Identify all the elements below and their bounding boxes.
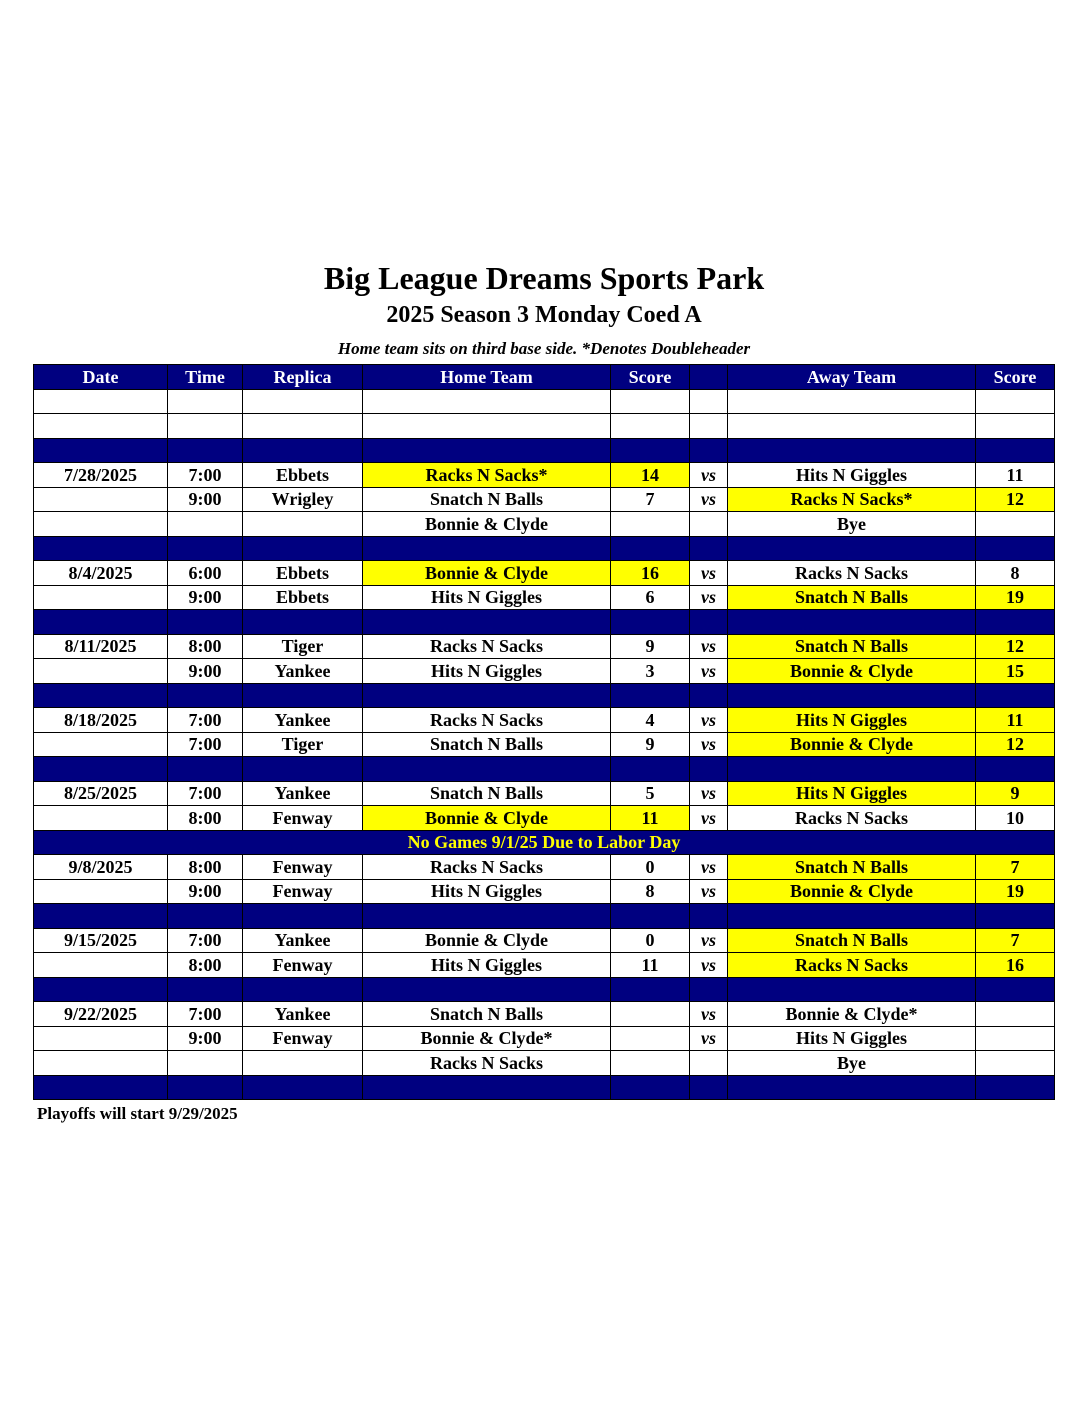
away-team-cell: Hits N Giggles (728, 1026, 976, 1051)
separator-cell (690, 438, 728, 463)
separator-row (34, 438, 1055, 463)
separator-cell (976, 536, 1055, 561)
away-team-cell (728, 389, 976, 414)
away-team-cell: Racks N Sacks* (728, 487, 976, 512)
date-cell: 9/8/2025 (34, 855, 168, 880)
time-cell: 7:00 (168, 1002, 243, 1027)
vs-cell: vs (690, 634, 728, 659)
separator-cell (976, 977, 1055, 1002)
schedule-table (33, 364, 1055, 1100)
separator-cell (728, 438, 976, 463)
separator-cell (728, 610, 976, 635)
vs-cell: vs (690, 561, 728, 586)
separator-cell (363, 536, 611, 561)
table-row (34, 781, 1055, 806)
vs-cell: vs (690, 1026, 728, 1051)
away-team-cell: Racks N Sacks (728, 953, 976, 978)
home-team-cell: Racks N Sacks (363, 1051, 611, 1076)
replica-cell: Fenway (243, 879, 363, 904)
time-cell: 8:00 (168, 806, 243, 831)
home-team-cell: Racks N Sacks (363, 855, 611, 880)
time-cell: 7:00 (168, 708, 243, 733)
vs-cell (690, 512, 728, 537)
away-score-cell: 7 (976, 855, 1055, 880)
separator-cell (976, 438, 1055, 463)
replica-cell: Fenway (243, 1026, 363, 1051)
separator-cell (611, 536, 690, 561)
date-cell (34, 487, 168, 512)
separator-cell (243, 904, 363, 929)
away-score-cell: 12 (976, 487, 1055, 512)
separator-cell (243, 1075, 363, 1100)
separator-cell (363, 977, 611, 1002)
away-team-cell: Snatch N Balls (728, 585, 976, 610)
table-row (34, 855, 1055, 880)
away-team-cell: Snatch N Balls (728, 855, 976, 880)
column-header-vs (690, 365, 728, 390)
column-header-replica: Replica (243, 365, 363, 390)
table-row (34, 512, 1055, 537)
vs-cell: vs (690, 855, 728, 880)
date-cell (34, 879, 168, 904)
time-cell: 9:00 (168, 659, 243, 684)
date-cell: 7/28/2025 (34, 463, 168, 488)
separator-row (34, 1075, 1055, 1100)
separator-cell (34, 757, 168, 782)
separator-cell (363, 438, 611, 463)
home-team-cell: Bonnie & Clyde (363, 512, 611, 537)
separator-cell (168, 757, 243, 782)
schedule-note: Home team sits on third base side. *Denotes Doubleheader (337, 339, 751, 358)
date-cell: 8/11/2025 (34, 634, 168, 659)
separator-cell (243, 610, 363, 635)
separator-row (34, 904, 1055, 929)
table-row (34, 1051, 1055, 1076)
away-team-cell (728, 414, 976, 439)
date-cell: 9/15/2025 (34, 928, 168, 953)
separator-cell (611, 904, 690, 929)
away-team-cell: Hits N Giggles (728, 463, 976, 488)
home-team-cell: Hits N Giggles (363, 585, 611, 610)
separator-cell (690, 1075, 728, 1100)
separator-cell (611, 610, 690, 635)
home-score-cell: 14 (611, 463, 690, 488)
vs-cell: vs (690, 953, 728, 978)
time-cell (168, 389, 243, 414)
separator-cell (611, 1075, 690, 1100)
away-score-cell: 15 (976, 659, 1055, 684)
away-team-cell: Bye (728, 512, 976, 537)
vs-cell: vs (690, 1002, 728, 1027)
replica-cell (243, 389, 363, 414)
replica-cell (243, 512, 363, 537)
table-row (34, 708, 1055, 733)
time-cell: 7:00 (168, 928, 243, 953)
time-cell (168, 414, 243, 439)
separator-cell (34, 610, 168, 635)
table-row (34, 928, 1055, 953)
separator-cell (728, 536, 976, 561)
replica-cell: Tiger (243, 634, 363, 659)
home-score-cell (611, 1051, 690, 1076)
time-cell: 9:00 (168, 1026, 243, 1051)
time-cell: 9:00 (168, 585, 243, 610)
replica-cell: Yankee (243, 928, 363, 953)
time-cell (168, 1051, 243, 1076)
separator-cell (728, 904, 976, 929)
separator-cell (34, 977, 168, 1002)
away-score-cell: 16 (976, 953, 1055, 978)
date-cell: 9/22/2025 (34, 1002, 168, 1027)
column-header-home-score: Score (611, 365, 690, 390)
vs-cell: vs (690, 708, 728, 733)
replica-cell (243, 414, 363, 439)
separator-row (34, 757, 1055, 782)
date-cell (34, 389, 168, 414)
separator-cell (168, 977, 243, 1002)
away-team-cell: Snatch N Balls (728, 634, 976, 659)
away-team-cell: Snatch N Balls (728, 928, 976, 953)
vs-cell: vs (690, 463, 728, 488)
table-row (34, 1002, 1055, 1027)
separator-cell (243, 683, 363, 708)
separator-cell (363, 904, 611, 929)
vs-cell: vs (690, 879, 728, 904)
away-score-cell (976, 1002, 1055, 1027)
separator-cell (34, 536, 168, 561)
time-cell: 7:00 (168, 732, 243, 757)
away-team-cell: Hits N Giggles (728, 781, 976, 806)
time-cell: 7:00 (168, 781, 243, 806)
vs-cell: vs (690, 781, 728, 806)
away-score-cell (976, 1026, 1055, 1051)
date-cell: 8/4/2025 (34, 561, 168, 586)
away-score-cell: 8 (976, 561, 1055, 586)
separator-cell (976, 1075, 1055, 1100)
vs-cell: vs (690, 806, 728, 831)
home-score-cell (611, 414, 690, 439)
table-row (34, 806, 1055, 831)
date-cell (34, 806, 168, 831)
table-row (34, 659, 1055, 684)
home-team-cell: Bonnie & Clyde (363, 806, 611, 831)
time-cell: 9:00 (168, 879, 243, 904)
replica-cell: Ebbets (243, 463, 363, 488)
replica-cell: Ebbets (243, 585, 363, 610)
vs-cell (690, 389, 728, 414)
separator-cell (976, 610, 1055, 635)
date-cell (34, 1051, 168, 1076)
away-score-cell: 19 (976, 585, 1055, 610)
date-cell: 8/18/2025 (34, 708, 168, 733)
separator-cell (34, 904, 168, 929)
home-score-cell: 9 (611, 732, 690, 757)
separator-cell (363, 757, 611, 782)
time-cell: 8:00 (168, 634, 243, 659)
time-cell: 8:00 (168, 953, 243, 978)
home-team-cell: Bonnie & Clyde (363, 561, 611, 586)
away-team-cell: Bonnie & Clyde (728, 732, 976, 757)
playoffs-note: Playoffs will start 9/29/2025 (37, 1104, 238, 1123)
replica-cell: Ebbets (243, 561, 363, 586)
home-score-cell (611, 1026, 690, 1051)
home-team-cell: Hits N Giggles (363, 659, 611, 684)
separator-cell (690, 683, 728, 708)
separator-cell (690, 904, 728, 929)
home-team-cell: Snatch N Balls (363, 1002, 611, 1027)
vs-cell: vs (690, 928, 728, 953)
column-header-away-score: Score (976, 365, 1055, 390)
separator-cell (728, 1075, 976, 1100)
time-cell: 6:00 (168, 561, 243, 586)
replica-cell: Tiger (243, 732, 363, 757)
separator-cell (728, 683, 976, 708)
separator-row (34, 536, 1055, 561)
separator-cell (243, 977, 363, 1002)
replica-cell: Yankee (243, 1002, 363, 1027)
table-row (34, 561, 1055, 586)
time-cell: 8:00 (168, 855, 243, 880)
home-team-cell: Snatch N Balls (363, 781, 611, 806)
time-cell (168, 512, 243, 537)
table-row (34, 585, 1055, 610)
separator-cell (168, 610, 243, 635)
away-score-cell: 11 (976, 463, 1055, 488)
time-cell: 7:00 (168, 463, 243, 488)
replica-cell: Fenway (243, 806, 363, 831)
replica-cell: Wrigley (243, 487, 363, 512)
home-score-cell: 7 (611, 487, 690, 512)
home-score-cell: 3 (611, 659, 690, 684)
home-score-cell (611, 1002, 690, 1027)
replica-cell: Yankee (243, 781, 363, 806)
date-cell (34, 1026, 168, 1051)
away-score-cell: 9 (976, 781, 1055, 806)
column-header-date: Date (34, 365, 168, 390)
separator-cell (363, 683, 611, 708)
column-header-home-team: Home Team (363, 365, 611, 390)
separator-cell (690, 977, 728, 1002)
home-score-cell: 5 (611, 781, 690, 806)
separator-cell (243, 438, 363, 463)
replica-cell: Yankee (243, 708, 363, 733)
header-row (34, 365, 1055, 390)
separator-row (34, 977, 1055, 1002)
separator-cell (611, 438, 690, 463)
table-row (34, 487, 1055, 512)
date-cell (34, 953, 168, 978)
home-score-cell: 9 (611, 634, 690, 659)
page-title: Big League Dreams Sports Park (323, 260, 765, 296)
away-team-cell: Bye (728, 1051, 976, 1076)
home-score-cell: 8 (611, 879, 690, 904)
home-team-cell: Snatch N Balls (363, 732, 611, 757)
table-row (34, 732, 1055, 757)
schedule-body (34, 389, 1055, 1100)
home-score-cell: 4 (611, 708, 690, 733)
vs-cell: vs (690, 585, 728, 610)
table-row (34, 389, 1055, 414)
table-row (34, 879, 1055, 904)
separator-cell (168, 904, 243, 929)
home-team-cell: Hits N Giggles (363, 953, 611, 978)
away-team-cell: Bonnie & Clyde* (728, 1002, 976, 1027)
separator-cell (34, 1075, 168, 1100)
home-score-cell: 0 (611, 928, 690, 953)
date-cell (34, 512, 168, 537)
away-score-cell (976, 1051, 1055, 1076)
vs-cell: vs (690, 732, 728, 757)
separator-cell (34, 438, 168, 463)
home-score-cell: 11 (611, 953, 690, 978)
away-score-cell: 19 (976, 879, 1055, 904)
away-score-cell: 12 (976, 732, 1055, 757)
replica-cell (243, 1051, 363, 1076)
home-team-cell: Racks N Sacks* (363, 463, 611, 488)
home-team-cell (363, 389, 611, 414)
home-team-cell: Snatch N Balls (363, 487, 611, 512)
date-cell (34, 414, 168, 439)
date-cell: 8/25/2025 (34, 781, 168, 806)
home-team-cell: Bonnie & Clyde (363, 928, 611, 953)
vs-cell (690, 1051, 728, 1076)
home-team-cell: Hits N Giggles (363, 879, 611, 904)
away-team-cell: Racks N Sacks (728, 806, 976, 831)
home-team-cell (363, 414, 611, 439)
page-subtitle: 2025 Season 3 Monday Coed A (386, 302, 702, 328)
table-row (34, 414, 1055, 439)
table-row (34, 953, 1055, 978)
table-row (34, 463, 1055, 488)
away-team-cell: Bonnie & Clyde (728, 879, 976, 904)
separator-cell (728, 977, 976, 1002)
home-team-cell: Bonnie & Clyde* (363, 1026, 611, 1051)
separator-cell (976, 757, 1055, 782)
home-score-cell: 6 (611, 585, 690, 610)
replica-cell: Fenway (243, 953, 363, 978)
separator-cell (34, 683, 168, 708)
column-header-time: Time (168, 365, 243, 390)
date-cell (34, 585, 168, 610)
column-header-away-team: Away Team (728, 365, 976, 390)
vs-cell: vs (690, 659, 728, 684)
table-row (34, 634, 1055, 659)
separator-cell (168, 683, 243, 708)
separator-cell (168, 536, 243, 561)
away-team-cell: Hits N Giggles (728, 708, 976, 733)
home-score-cell: 11 (611, 806, 690, 831)
separator-cell (728, 757, 976, 782)
vs-cell (690, 414, 728, 439)
date-cell (34, 732, 168, 757)
separator-cell (243, 757, 363, 782)
separator-cell (690, 757, 728, 782)
separator-cell (363, 610, 611, 635)
separator-cell (611, 683, 690, 708)
separator-cell (243, 536, 363, 561)
away-team-cell: Racks N Sacks (728, 561, 976, 586)
notice-text: No Games 9/1/25 Due to Labor Day (34, 830, 1055, 855)
replica-cell: Yankee (243, 659, 363, 684)
separator-row (34, 683, 1055, 708)
away-score-cell: 11 (976, 708, 1055, 733)
replica-cell: Fenway (243, 855, 363, 880)
away-team-cell: Bonnie & Clyde (728, 659, 976, 684)
separator-cell (690, 536, 728, 561)
away-score-cell: 7 (976, 928, 1055, 953)
table-row (34, 1026, 1055, 1051)
home-score-cell: 0 (611, 855, 690, 880)
separator-row (34, 610, 1055, 635)
separator-cell (976, 683, 1055, 708)
vs-cell: vs (690, 487, 728, 512)
home-team-cell: Racks N Sacks (363, 708, 611, 733)
separator-cell (976, 904, 1055, 929)
home-score-cell: 16 (611, 561, 690, 586)
time-cell: 9:00 (168, 487, 243, 512)
home-team-cell: Racks N Sacks (363, 634, 611, 659)
home-score-cell (611, 389, 690, 414)
away-score-cell (976, 512, 1055, 537)
away-score-cell: 12 (976, 634, 1055, 659)
away-score-cell: 10 (976, 806, 1055, 831)
notice-row (34, 830, 1055, 855)
separator-cell (611, 757, 690, 782)
separator-cell (690, 610, 728, 635)
separator-cell (611, 977, 690, 1002)
separator-cell (363, 1075, 611, 1100)
separator-cell (168, 1075, 243, 1100)
separator-cell (168, 438, 243, 463)
away-score-cell (976, 414, 1055, 439)
home-score-cell (611, 512, 690, 537)
date-cell (34, 659, 168, 684)
away-score-cell (976, 389, 1055, 414)
